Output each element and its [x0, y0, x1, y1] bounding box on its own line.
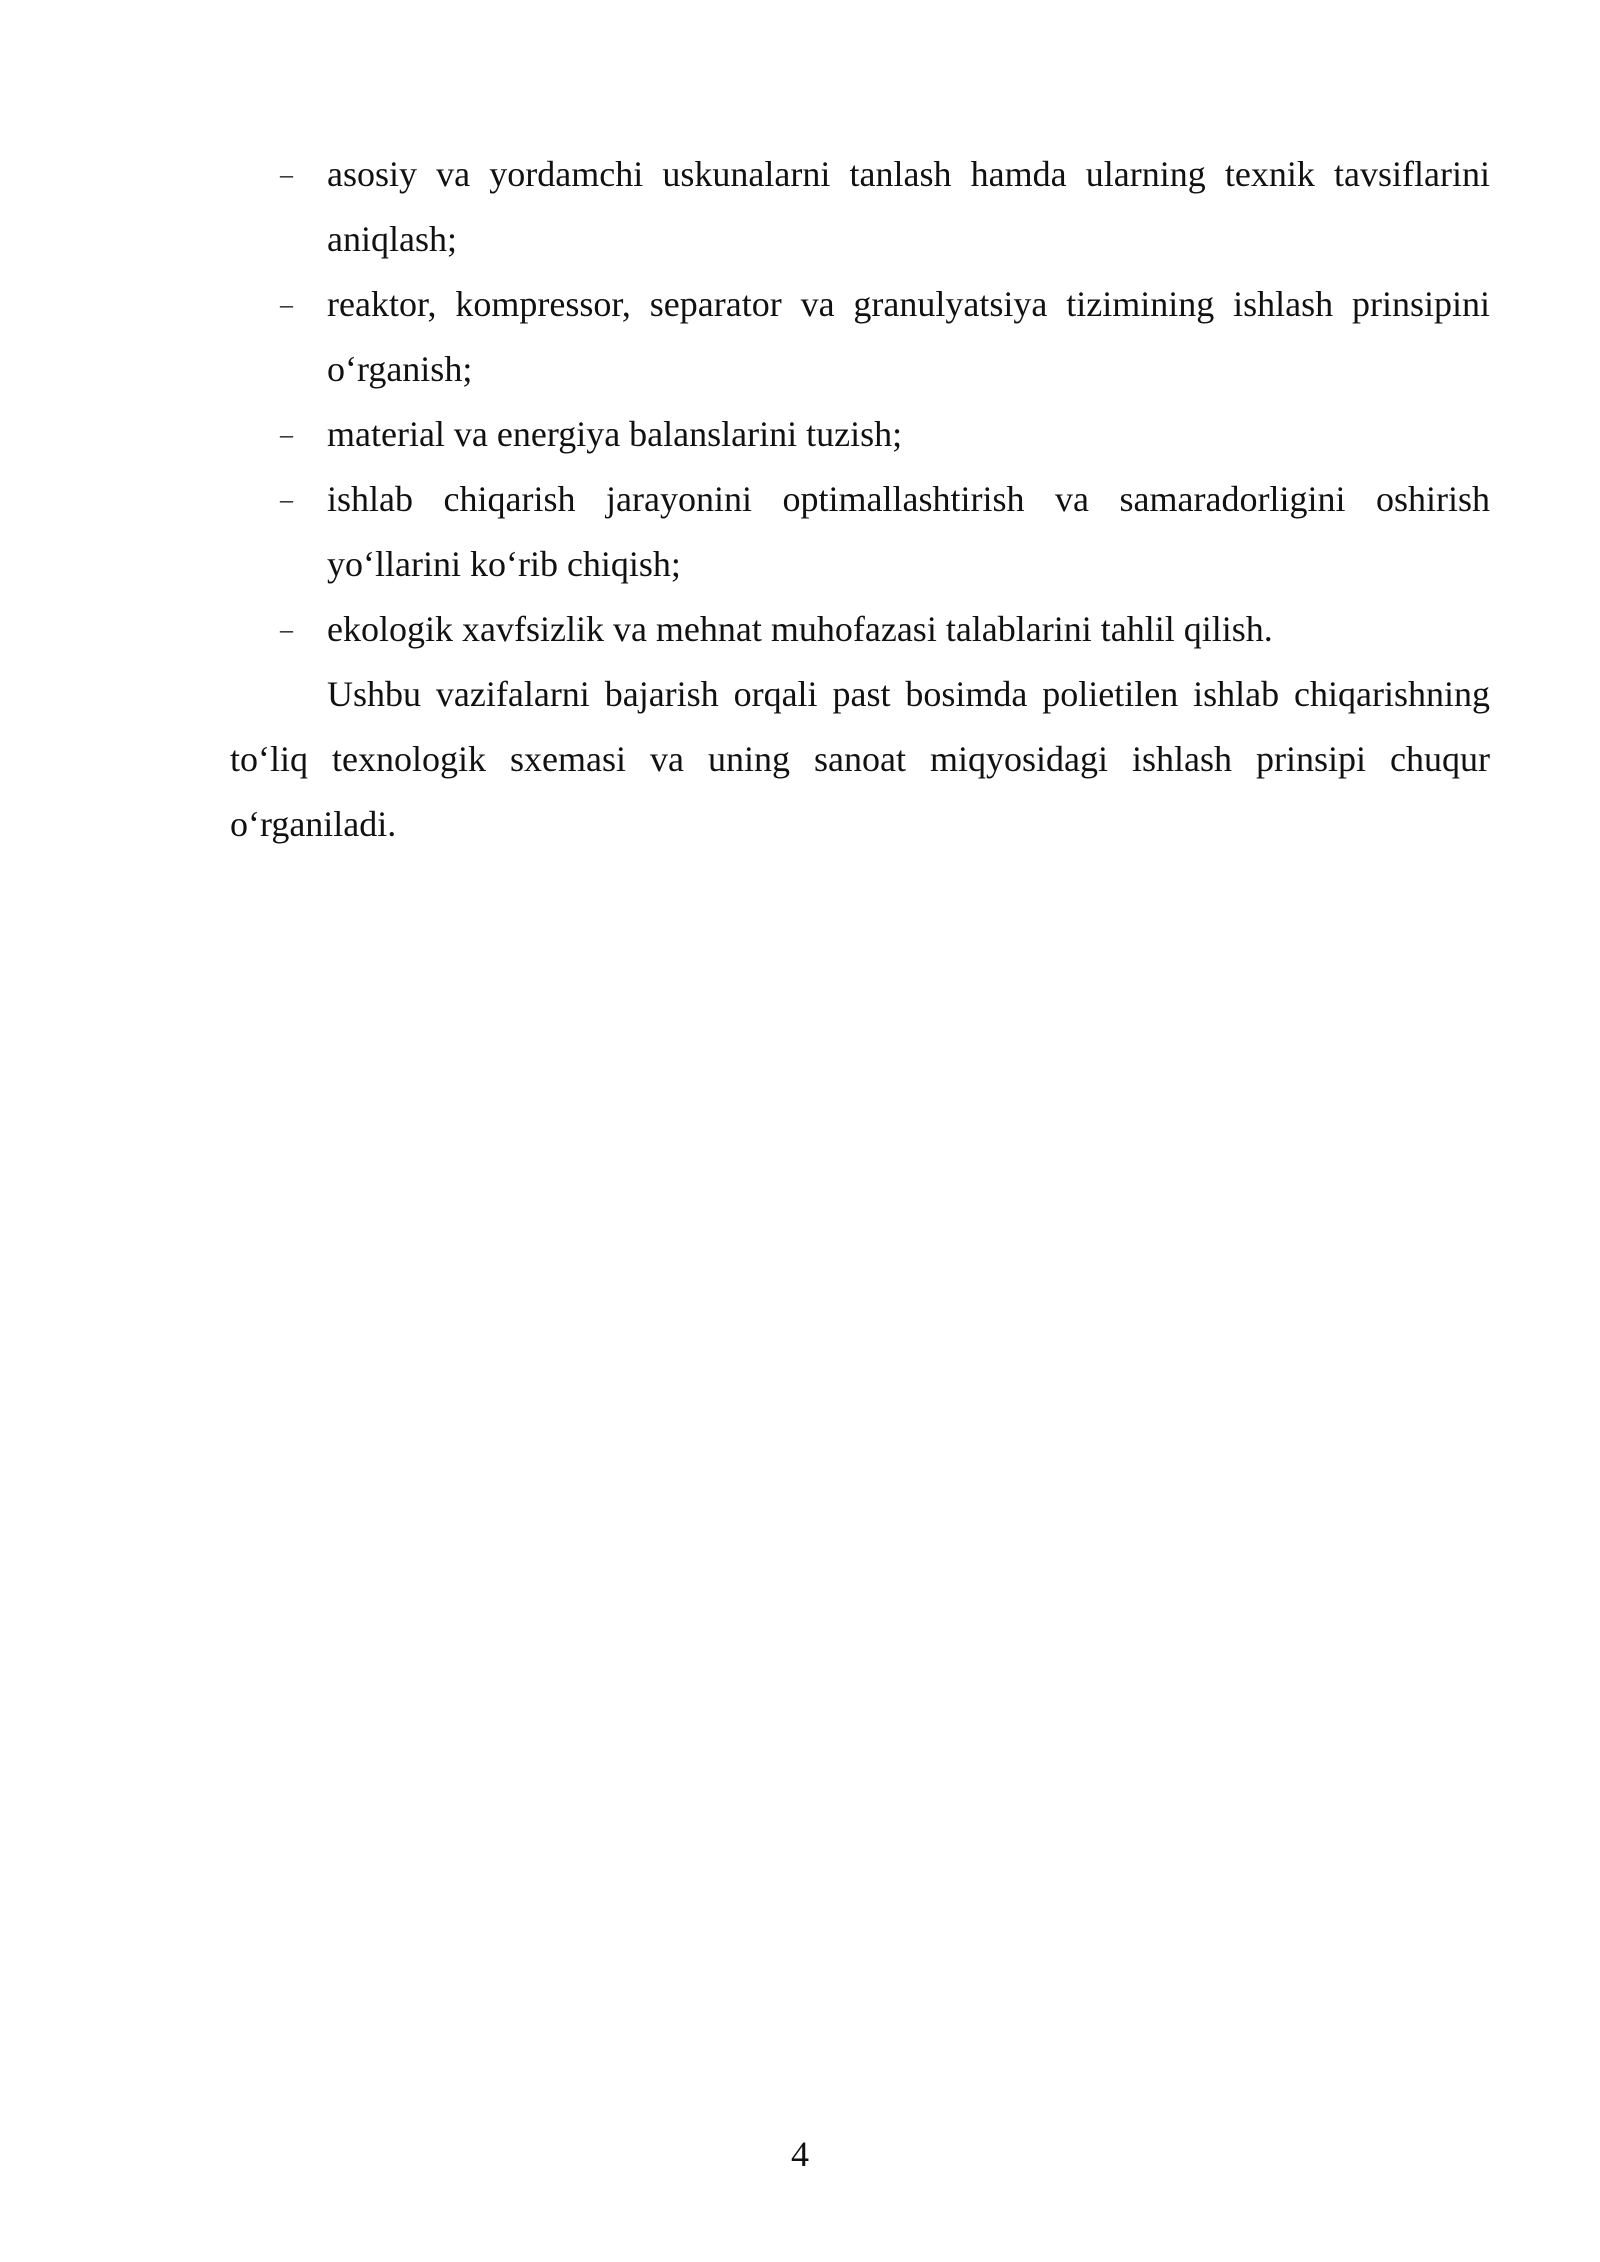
bullet-dash: –: [280, 160, 293, 189]
list-item-text: reaktor, kompressor, separator va granulyatsiya tizimining ishlash prinsipini o‘rganish;: [327, 284, 1490, 389]
bullet-dash: –: [280, 290, 293, 319]
list-item: [230, 272, 1490, 402]
list-item-text: ishlab chiqarish jarayonini optimallashtirish va samaradorligini oshirish yo‘llarini ko‘rib chiqish;: [327, 479, 1490, 584]
list-item-text: ekologik xavfsizlik va mehnat muhofazasi talablarini tahlil qilish.: [327, 609, 1273, 649]
bullet-dash: –: [280, 615, 293, 644]
list-item-text: asosiy va yordamchi uskunalarni tanlash hamda ularning texnik tavsiflarini aniqlash;: [327, 154, 1490, 259]
page-number: 4: [791, 2134, 809, 2174]
list-item-text: material va energiya balanslarini tuzish;: [327, 414, 903, 454]
page-content: [230, 142, 1490, 857]
list-item: [230, 402, 1490, 467]
bullet-dash: –: [280, 485, 293, 514]
summary-paragraph: Ushbu vazifalarni bajarish orqali past bosimda polietilen ishlab chiqarishning to‘liq texnologik sxemasi va uning sanoat miqyosidagi ishlash prinsipi chuqur o‘rganiladi.: [230, 674, 1490, 844]
list-item: [230, 467, 1490, 597]
list-item: [230, 142, 1490, 272]
task-list: [230, 142, 1490, 662]
list-item: [230, 597, 1490, 662]
bullet-dash: –: [280, 420, 293, 449]
